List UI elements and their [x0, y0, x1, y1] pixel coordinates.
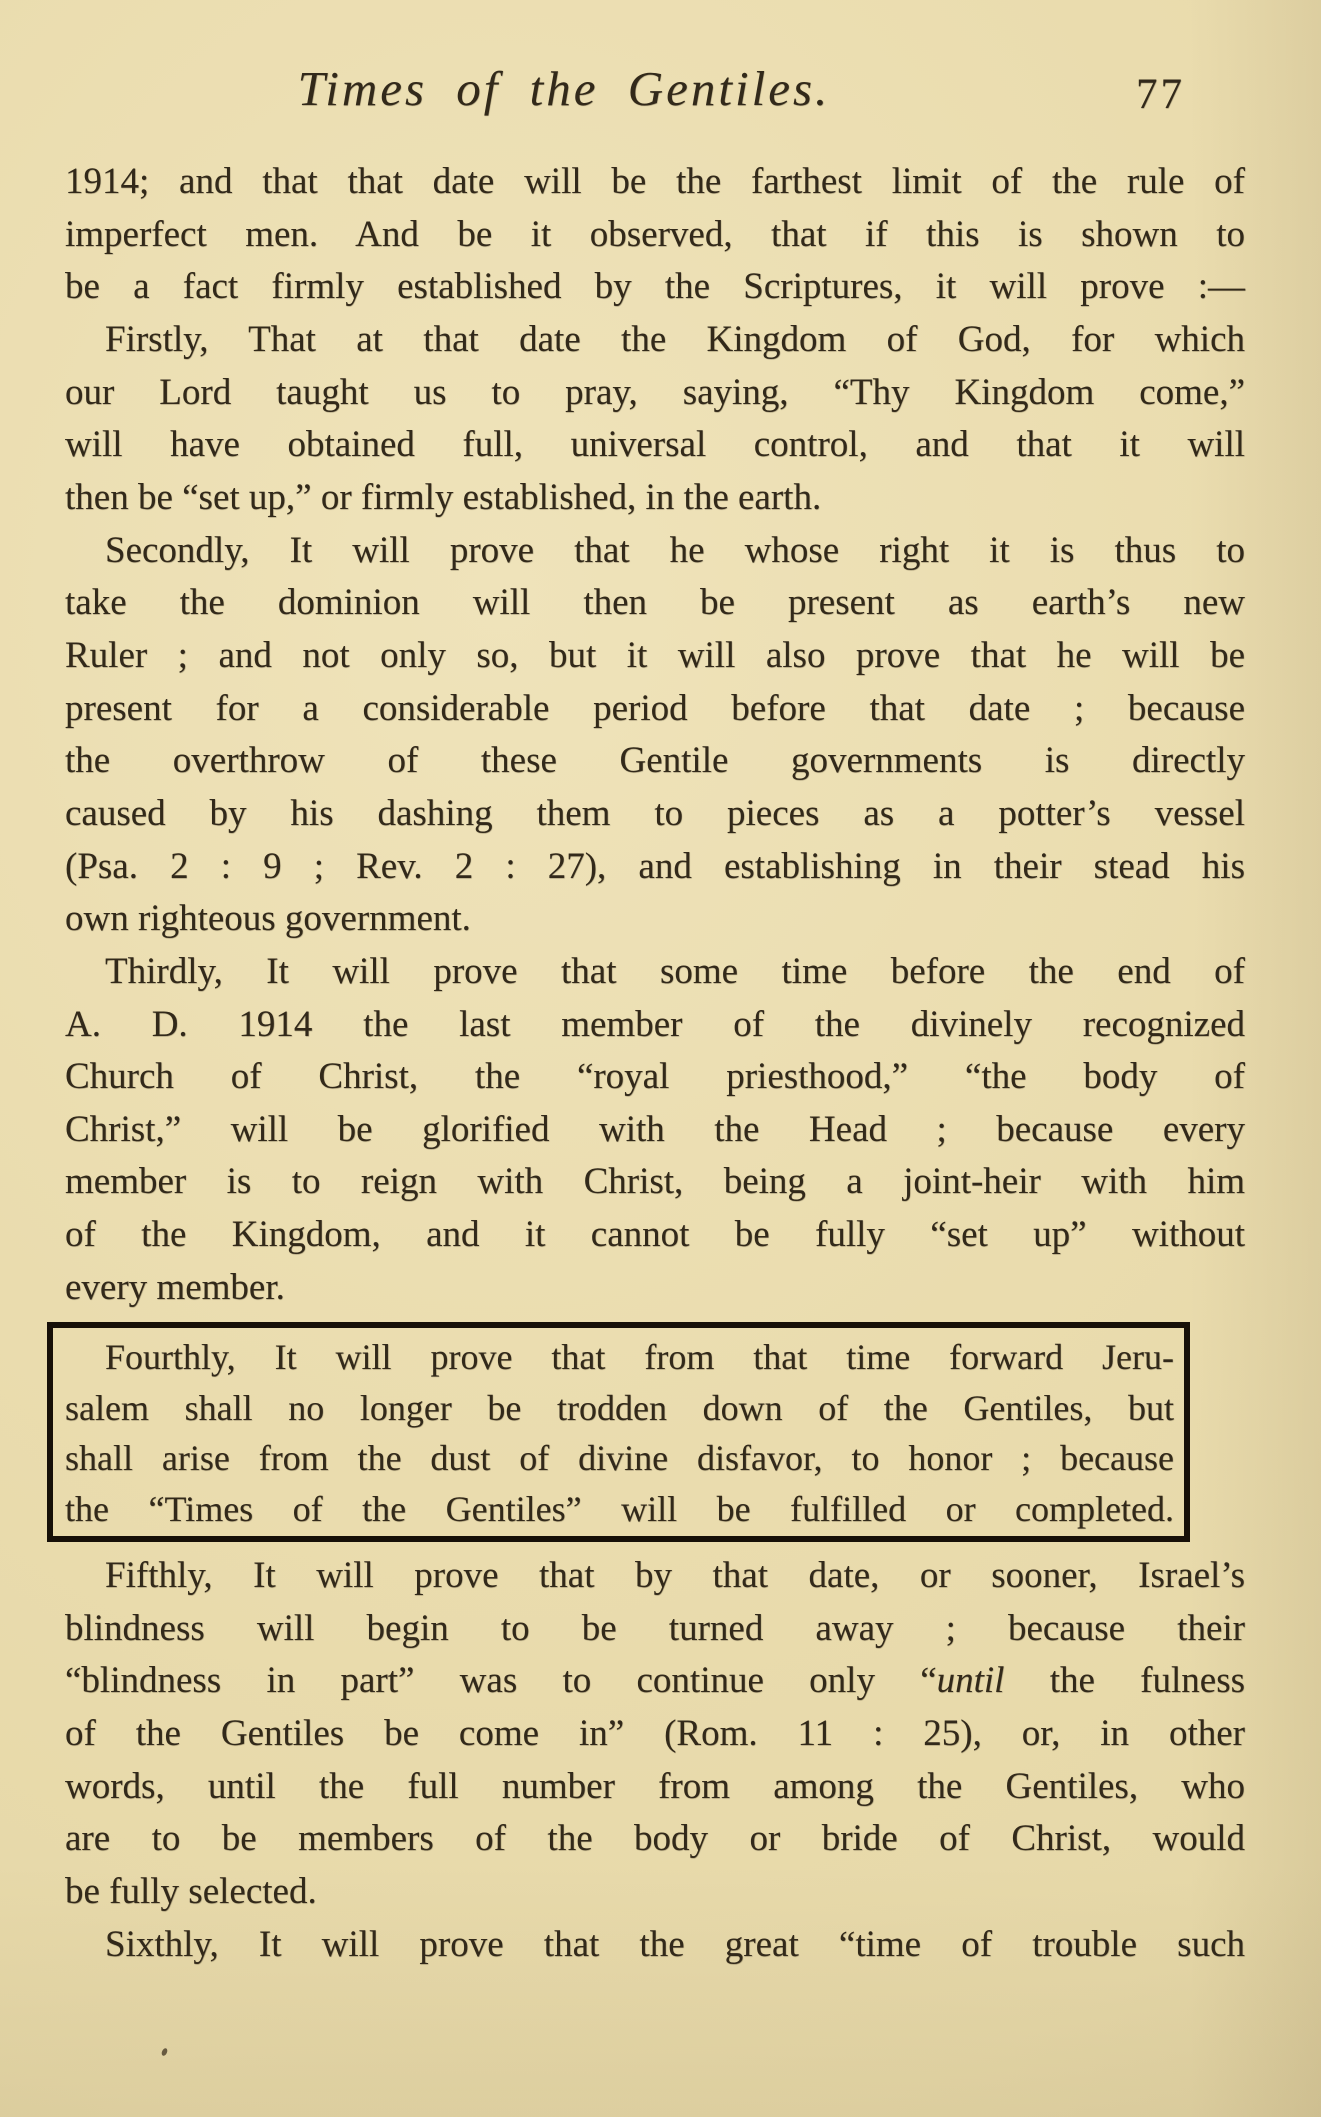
text-line: Fifthly, It will prove that by that date, or sooner, Israel’s	[105, 1555, 1245, 1596]
text-line: imperfect men. And be it observed, that if this is shown to	[65, 213, 1245, 255]
text-line: be a fact firmly established by the Scriptures, it will prove :—	[65, 266, 1245, 308]
ink-speck	[161, 2047, 169, 2056]
text-line: present for a considerable period before that date ; because	[65, 687, 1245, 729]
text-line	[65, 1655, 1245, 1708]
text-line: caused by his dashing them to pieces as a potter’s vessel	[65, 792, 1245, 834]
text-line: Fourthly, It will prove that from that time forward Jeru-	[105, 1337, 1174, 1377]
text-line: Church of Christ, the “royal priesthood,” “the body of	[65, 1056, 1245, 1098]
text-line: Christ,” will be glorified with the Head ; because every	[65, 1108, 1245, 1150]
text-line: will have obtained full, universal control, and that it will	[65, 424, 1245, 466]
text-line: of the Kingdom, and it cannot be fully “set up” without	[65, 1214, 1245, 1256]
text-line: the overthrow of these Gentile governments is directly	[65, 740, 1245, 782]
text-line: take the dominion will then be present as earth’s new	[65, 582, 1245, 624]
italic-word: until	[936, 1660, 1005, 1702]
text-line: Firstly, That at that date the Kingdom of God, for which	[105, 318, 1245, 360]
text-line: Sixthly, It will prove that the great “time of trouble such	[105, 1923, 1245, 1965]
text-line: then be “set up,” or firmly established, in the earth.	[65, 476, 822, 518]
text-line: of the Gentiles be come in” (Rom. 11 : 25), or, in other	[65, 1712, 1245, 1754]
text-line: (Psa. 2 : 9 ; Rev. 2 : 27), and establishing in their stead his	[65, 845, 1245, 887]
body-text-upper	[65, 156, 1245, 1314]
text-segment: the fulness	[1004, 1660, 1245, 1702]
text-segment: “blindness in part” was to continue only “	[65, 1660, 937, 1702]
boxed-paragraph	[47, 1322, 1190, 1542]
text-line: blindness will begin to be turned away ; because their	[65, 1607, 1245, 1649]
text-line: every member.	[65, 1266, 285, 1308]
text-line: be fully selected.	[65, 1870, 317, 1912]
text-line: Secondly, It will prove that he whose right it is thus to	[105, 529, 1245, 571]
text-line: A. D. 1914 the last member of the divinely recognized	[65, 1003, 1245, 1045]
text-line: member is to reign with Christ, being a joint-heir with him	[65, 1161, 1245, 1203]
page-number: 77	[1136, 71, 1185, 118]
text-line: words, until the full number from among the Gentiles, who	[65, 1765, 1245, 1807]
text-line: shall arise from the dust of divine disfavor, to honor ; because	[65, 1438, 1174, 1479]
text-line: are to be members of the body or bride of Christ, would	[65, 1818, 1245, 1860]
text-line: own righteous government.	[65, 898, 471, 940]
text-line: Thirdly, It will prove that some time before the end of	[105, 950, 1245, 992]
text-line: the “Times of the Gentiles” will be fulfilled or completed.	[65, 1488, 1174, 1529]
text-line: salem shall no longer be trodden down of the Gentiles, but	[65, 1387, 1174, 1428]
text-line: our Lord taught us to pray, saying, “Thy Kingdom come,”	[65, 371, 1245, 413]
body-text-lower	[65, 1550, 1245, 1971]
running-header: Times of the Gentiles.	[297, 61, 831, 116]
text-line: Ruler ; and not only so, but it will also prove that he will be	[65, 634, 1245, 676]
text-line: 1914; and that that date will be the farthest limit of the rule of	[65, 161, 1245, 202]
